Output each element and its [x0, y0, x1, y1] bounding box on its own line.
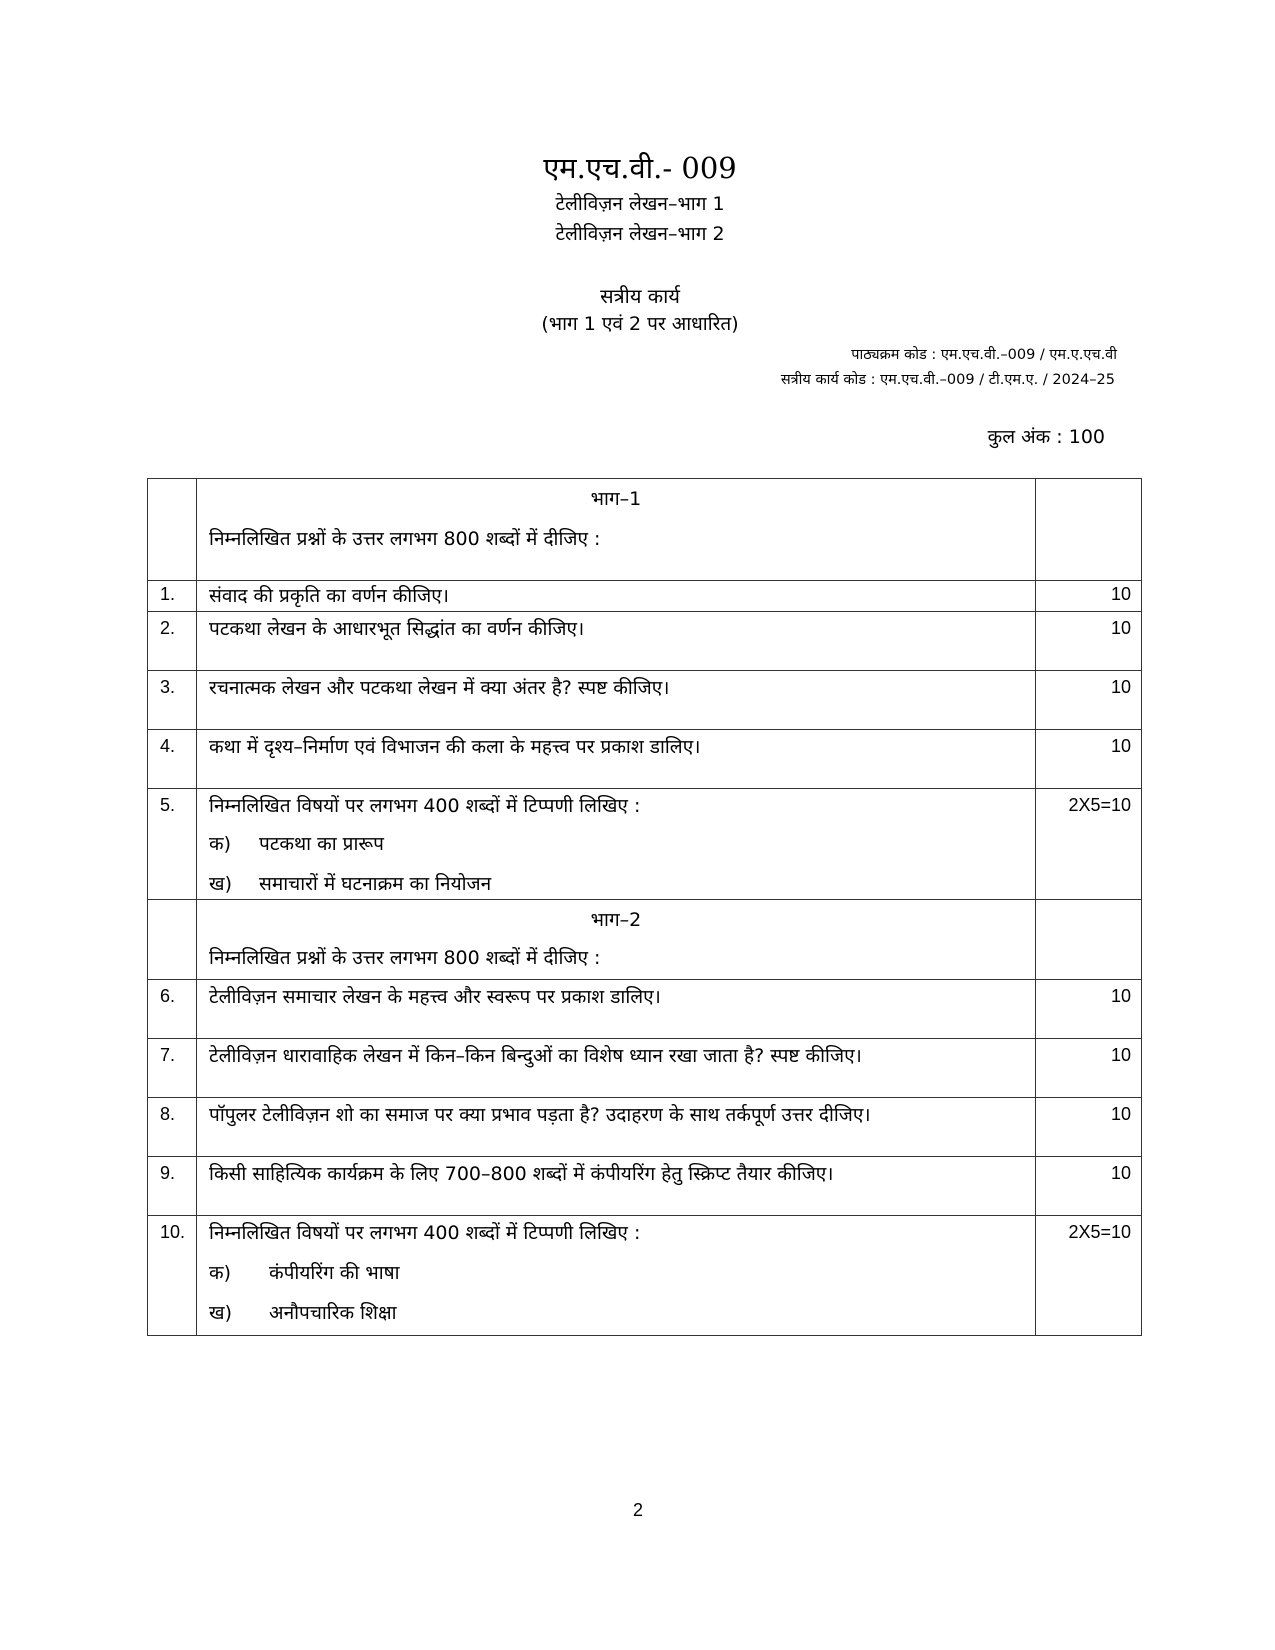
question-text: निम्नलिखित विषयों पर लगभग 400 शब्दों में टिप्पणी लिखिए :	[209, 795, 641, 817]
question-cell	[197, 1216, 1036, 1336]
question-text: रचनात्मक लेखन और पटकथा लेखन में क्या अंतर है? स्पष्ट कीजिए।	[197, 671, 1036, 730]
total-marks: कुल अंक : 100	[987, 426, 1105, 448]
question-marks: 10	[1035, 671, 1141, 730]
question-text: टेलीविज़न धारावाहिक लेखन में किन–किन बिन्दुओं का विशेष ध्यान रखा जाता है? स्पष्ट कीजिए।	[197, 1039, 1036, 1098]
question-cell	[197, 789, 1036, 900]
question-text: पटकथा लेखन के आधारभूत सिद्धांत का वर्णन कीजिए।	[197, 612, 1036, 671]
table-row	[148, 1039, 1142, 1098]
empty-cell	[148, 479, 197, 581]
subpart-item	[209, 1298, 1025, 1328]
questions-table	[147, 478, 1142, 1336]
question-number: 4.	[148, 730, 197, 789]
subpart-item	[209, 869, 1025, 899]
question-text: टेलीविज़न समाचार लेखन के महत्त्व और स्वरूप पर प्रकाश डालिए।	[197, 980, 1036, 1039]
subpart-item	[209, 1258, 1025, 1288]
question-number: 3.	[148, 671, 197, 730]
empty-cell	[1035, 479, 1141, 581]
subpart-text: समाचारों में घटनाक्रम का नियोजन	[259, 873, 492, 895]
part-instruction: निम्नलिखित प्रश्नों के उत्तर लगभग 800 शब्दों में दीजिए :	[209, 528, 601, 550]
question-marks: 2X5=10	[1035, 789, 1141, 900]
assignment-basis: (भाग 1 एवं 2 पर आधारित)	[541, 313, 739, 335]
course-subtitle-part2: टेलीविज़न लेखन–भाग 2	[555, 223, 725, 245]
question-marks: 10	[1035, 1039, 1141, 1098]
table-row	[148, 612, 1142, 671]
part-title: भाग–2	[590, 909, 642, 931]
question-marks: 10	[1035, 581, 1141, 612]
table-row	[148, 730, 1142, 789]
table-row	[148, 581, 1142, 612]
question-marks: 10	[1035, 1157, 1141, 1216]
question-marks: 10	[1035, 1098, 1141, 1157]
part-header-row	[148, 479, 1142, 581]
part-header-cell	[197, 479, 1036, 581]
subpart-label: क)	[209, 833, 232, 855]
question-number: 7.	[148, 1039, 197, 1098]
page-number: 2	[632, 1500, 643, 1520]
question-text: पॉपुलर टेलीविज़न शो का समाज पर क्या प्रभाव पड़ता है? उदाहरण के साथ तर्कपूर्ण उत्तर दीजिए।	[197, 1098, 1036, 1157]
question-text: कथा में दृश्य–निर्माण एवं विभाजन की कला के महत्त्व पर प्रकाश डालिए।	[197, 730, 1036, 789]
question-text: निम्नलिखित विषयों पर लगभग 400 शब्दों में टिप्पणी लिखिए :	[209, 1222, 641, 1244]
part-header-row	[148, 900, 1142, 980]
subpart-label: क)	[209, 1262, 232, 1284]
table-row	[148, 980, 1142, 1039]
empty-cell	[1035, 900, 1141, 980]
assignment-title: सत्रीय कार्य	[600, 284, 680, 308]
question-number: 5.	[148, 789, 197, 900]
course-code-line: पाठ्यक्रम कोड : एम.एच.वी.–009 / एम.ए.एच.वी	[851, 347, 1117, 363]
course-code-title: एम.एच.वी.- 009	[543, 151, 737, 185]
question-marks: 10	[1035, 730, 1141, 789]
part-header-cell	[197, 900, 1036, 980]
question-text: संवाद की प्रकृति का वर्णन कीजिए।	[197, 581, 1036, 612]
question-number: 6.	[148, 980, 197, 1039]
question-number: 2.	[148, 612, 197, 671]
question-text: किसी साहित्यिक कार्यक्रम के लिए 700–800 शब्दों में कंपीयरिंग हेतु स्क्रिप्ट तैयार कीजिए।	[197, 1157, 1036, 1216]
question-number: 10.	[148, 1216, 197, 1336]
subpart-text: पटकथा का प्रारूप	[259, 833, 384, 855]
part-title: भाग–1	[590, 488, 642, 510]
table-row	[148, 789, 1142, 900]
subpart-label: ख)	[209, 873, 233, 895]
subpart-text: कंपीयरिंग की भाषा	[269, 1262, 400, 1284]
assignment-code-line: सत्रीय कार्य कोड : एम.एच.वी.–009 / टी.एम.ए. / 2024–25	[780, 372, 1115, 388]
table-row	[148, 1157, 1142, 1216]
table-row	[148, 1216, 1142, 1336]
subpart-text: अनौपचारिक शिक्षा	[269, 1302, 397, 1324]
question-marks: 2X5=10	[1035, 1216, 1141, 1336]
table-row	[148, 1098, 1142, 1157]
question-number: 9.	[148, 1157, 197, 1216]
subpart-item	[209, 829, 1025, 859]
subpart-label: ख)	[209, 1302, 233, 1324]
question-marks: 10	[1035, 980, 1141, 1039]
part-instruction: निम्नलिखित प्रश्नों के उत्तर लगभग 800 शब्दों में दीजिए :	[209, 947, 601, 969]
question-number: 8.	[148, 1098, 197, 1157]
course-subtitle-part1: टेलीविज़न लेखन–भाग 1	[555, 193, 725, 215]
table-row	[148, 671, 1142, 730]
question-number: 1.	[148, 581, 197, 612]
question-marks: 10	[1035, 612, 1141, 671]
empty-cell	[148, 900, 197, 980]
